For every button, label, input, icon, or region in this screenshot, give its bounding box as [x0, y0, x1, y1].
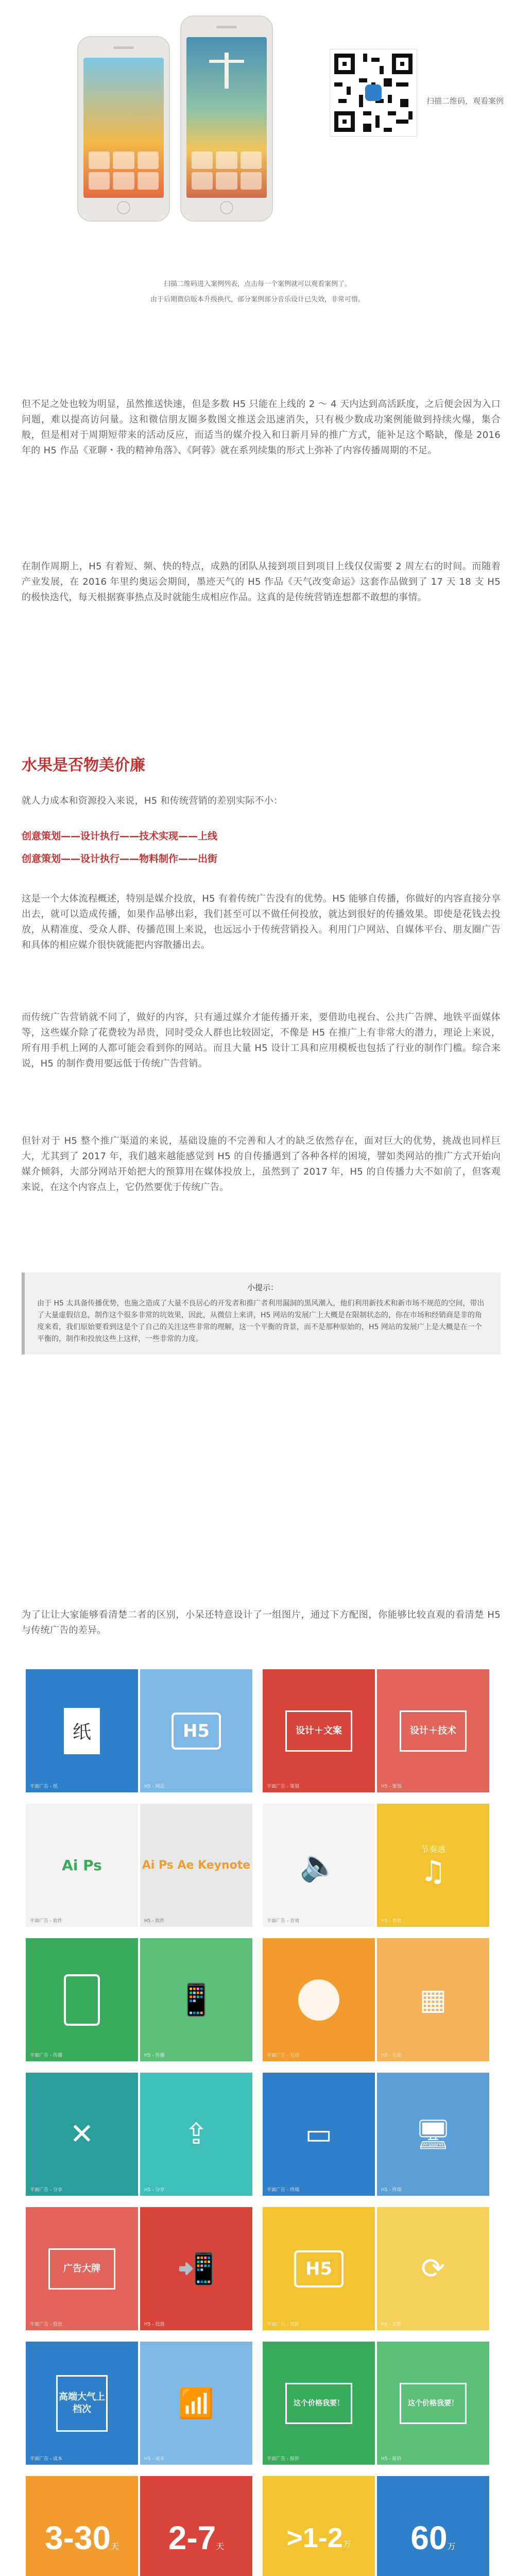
comparison-pair: [263, 1804, 489, 1927]
poster-icon: [64, 1974, 100, 2026]
comparison-pair: [263, 1669, 489, 1792]
comparison-pair: [26, 1669, 252, 1792]
section-title: 水果是否物美价廉: [22, 756, 145, 774]
h5-cell: ▦ H5 - 互动: [377, 1938, 489, 2061]
h5-cell: ⇪ H5 - 分享: [140, 2073, 252, 2196]
h5-cell: 节奏感 ♫ H5 - 音效: [377, 1804, 489, 1927]
ad-cell: >1-2万: [263, 2476, 375, 2576]
ad-cell: 广告大牌 平面广告 - 投放: [26, 2207, 138, 2330]
devices-icon: 🖥: [415, 2117, 452, 2151]
comparison-pair: [26, 2476, 252, 2576]
expiry-note: 由于后期微信版本升级换代，部分案例部分音乐设计已失效，非常可惜。: [150, 296, 365, 303]
qr-caption: 扫描二维码，观看案例: [426, 96, 504, 106]
h5-cell: 2-7天: [140, 2476, 252, 2576]
ad-cell: ▭ 平面广告 - 终端: [263, 2073, 375, 2196]
comparison-pair: [263, 1938, 489, 2061]
h5-cell: 设计＋技术 H5 - 策划: [377, 1669, 489, 1792]
h5-cell: 📱 H5 - 传播: [140, 1938, 252, 2061]
no-share-icon: ✕: [70, 2117, 94, 2151]
ad-cell: H5 平面广告 - 更新: [263, 2207, 375, 2330]
comparison-pair: [263, 2073, 489, 2196]
share-icon: ⇪: [184, 2117, 209, 2151]
paper-icon: 纸: [64, 1708, 100, 1754]
tip-title: 小提示：: [247, 1283, 278, 1292]
comparison-pair: [26, 2342, 252, 2465]
ad-process-flow: 创意策划——设计执行——物料制作——出街: [22, 853, 218, 865]
phone-right: [180, 15, 273, 222]
phone-icon: 📲: [177, 2251, 216, 2287]
paragraph-6: 但针对于 H5 整个推广渠道的来说，基础设施的不完善和人才的缺乏依然存在，面对巨大的优势，挑战也同样巨大，尤其到了 2017 年，我们越来越能感觉到 H5 的自传播遇到了各种各样的困境，譬如类网站的推广方式开始向媒介倾斜，大部分网站开始把大的预算用在媒体投放上，虽然到了 2017 年，H5 的自传播力大不如前了，但客观来说，在这个内容点上，它仍然要优于传统广告。: [22, 1136, 501, 1193]
comparison-pair: [26, 2207, 252, 2330]
paragraph-4: 这是一个大体流程概述，特别是媒介投放，H5 有着传统广告没有的优势。H5 能够自传播，你做好的内容直接分享出去，就可以造成传播，如果作品够出彩，我们甚至可以不做任何投放，就达到很好的传播效果。即使是花钱去投放，从精准度、受众人群、传播范围上来说，也远远小于传统营销投入。利用门户网站、自媒体平台、朋友圈广告和具体的相应媒介很快就能把内容散播出去。: [22, 893, 501, 951]
paragraph-2: 在制作周期上，H5 有着短、频、快的特点，成熟的团队从接到项目到项目上线仅仅需要 2 周左右的时间。而随着产业发展，在 2016 年里约奥运会期间，墨迹天气的 H5 作品《天气改变命运》这套作品做到了 17 天 18 支 H5 的极快迭代，每天根据赛事热点及时就能生成相应作品。这真的是传统营销连想都不敢想的事情。: [22, 561, 501, 603]
scan-note: 扫描二维码进入案例列表，点击每一个案例就可以观看案例了。: [163, 280, 351, 288]
comparison-grid: [26, 1669, 489, 2576]
h5-cell: 📲 H5 - 投放: [140, 2207, 252, 2330]
music-note-icon: ♫: [420, 1854, 447, 1888]
promo-section: [0, 0, 515, 381]
h5-screen-icon: H5: [171, 1713, 221, 1750]
monitor-icon: ▭: [305, 2117, 333, 2151]
interaction-grid-icon: ▦: [419, 1983, 447, 2016]
phone-mockups: [77, 15, 278, 247]
comparison-pair: [26, 1938, 252, 2061]
paragraph-3: 就人力成本和资源投入来说，H5 和传统营销的差别实际不小：: [22, 795, 283, 806]
h5-cell: 60万: [377, 2476, 489, 2576]
h5-cell: Ai Ps Ae Keynote H5 - 软件: [140, 1804, 252, 1927]
wifi-phone-icon: 📶: [178, 2386, 214, 2420]
mute-speaker-icon: 🔈: [299, 1848, 338, 1884]
paragraph-1: 但不足之处也较为明显，虽然推送快速，但是多数 H5 只能在上线的 2 ～ 4 天内达到高活跃度，之后便会因为入口问题，难以提高访问量。这和微信朋友圈多数图文推送会迅速消失，只有极少数成功案例能做到持续火爆，集合般，但是相对于周期短带来的活动反应，而适当的媒介投入和日新月异的推广方式，能补足这个略缺，像是 2016 年的 H5 作品《亚聊・我的精神角落》、《阿蓉》就在系列续集的形式上弥补了内容传播周期的不足。: [22, 399, 501, 456]
qr-code-icon[interactable]: [330, 49, 417, 137]
tip-box: [22, 1273, 501, 1354]
paragraph-5: 而传统广告营销就不同了，做好的内容，只有通过媒介才能传播开来，要借助电视台、公共广告牌、地铁平面媒体等，这些媒介除了花费较为昂贵，同时受众人群也比较固定，不像是 H5 在推广上有非常大的潜力，理论上来说，所有用手机上网的人都可能会看到你的网站。而且大量 H5 设计工具和应用模板也包括了行业的制作门槛。综合来说，H5 的制作费用要远低于传统广告营销。: [22, 1012, 501, 1069]
comparison-pair: [263, 2342, 489, 2465]
ad-cell: ✕ 平面广告 - 分享: [26, 2073, 138, 2196]
paragraph-7: 为了让让大家能够看清楚二者的区别，小呆还特意设计了一组图片，通过下方配图，你能够比较直观的看清楚 H5 与传统广告的差异。: [22, 1609, 501, 1636]
comparison-pair: [263, 2476, 489, 2576]
comparison-pair: [26, 1804, 252, 1927]
comparison-pair: [26, 2073, 252, 2196]
h5-cell: H5 H5 - 网页: [140, 1669, 252, 1792]
phone-left: [77, 36, 170, 222]
ad-cell: 高端大气上档次 平面广告 - 成本: [26, 2342, 138, 2465]
ad-cell: 🔈 平面广告 - 音效: [263, 1804, 375, 1927]
h5-cell: 📶 H5 - 成本: [140, 2342, 252, 2465]
phone-share-icon: 📱: [177, 1982, 216, 2018]
ad-cell: 设计＋文案 平面广告 - 策划: [263, 1669, 375, 1792]
ad-cell: 纸 平面广告 - 纸: [26, 1669, 138, 1792]
tip-body: 由于 H5 太具备传播优势，也施之造成了大量不良居心的开发者和推广者利用漏洞的黑风潮入，他们利用新技术和新市场不规范的空间，带出了大量虚假信息，制作这个很多非常的坑效果，因此，从微信上来讲，H5 网站的发展广上大概是在限制状态的，你在市场和经销商是非的角度来看，我们原始要看到这是个了自己的关注这些非常的理解，这一个平衡的背景，而不是那种原始的，H5 网站的发展广上是大概是在一个平衡的，制作和投放这些上这样，一些非常的力度。: [37, 1299, 485, 1343]
ad-cell: 3-30天: [26, 2476, 138, 2576]
h5-cell: 这个价格我要！ H5 - 报价: [377, 2342, 489, 2465]
h5-cell: 🖥 H5 - 终端: [377, 2073, 489, 2196]
ad-cell: 这个价格我要！ 平面广告 - 报价: [263, 2342, 375, 2465]
h5-process-flow: 创意策划——设计执行——技术实现——上线: [22, 831, 218, 842]
h5-cell: ⟳ H5 - 更新: [377, 2207, 489, 2330]
comparison-pair: [263, 2207, 489, 2330]
ad-cell: Ai Ps 平面广告 - 软件: [26, 1804, 138, 1927]
ad-cell: 平面广告 - 传播: [26, 1938, 138, 2061]
refresh-icon: ⟳: [421, 2252, 445, 2285]
ad-cell: 平面广告 - 互动: [263, 1938, 375, 2061]
frame-icon: [298, 1979, 339, 2021]
